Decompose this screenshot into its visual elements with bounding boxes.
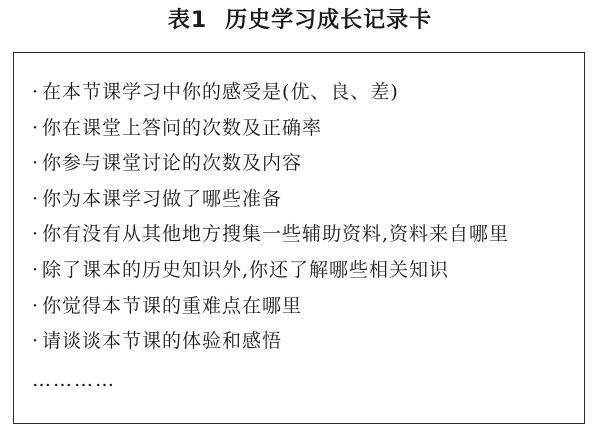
list-item: [32, 75, 509, 111]
list-item-text: 你觉得本节课的重难点在哪里: [42, 294, 303, 317]
list-item-text: 你参与课堂讨论的次数及内容: [42, 152, 303, 175]
list-item: [32, 217, 509, 253]
table-number: 表1: [167, 8, 208, 33]
bullet-icon: ·: [32, 223, 40, 246]
list-item-text: 你为本课学习做了哪些准备: [42, 187, 283, 210]
bullet-icon: ·: [32, 152, 40, 175]
list-item-text: 你在课堂上答问的次数及正确率: [42, 116, 323, 139]
list-item: [32, 289, 509, 325]
bullet-icon: ·: [32, 258, 40, 281]
list-item: [32, 324, 509, 360]
list-item-text: 在本节课学习中你的感受是(优、良、差): [42, 81, 399, 103]
record-card: [13, 52, 585, 424]
table-title: [0, 6, 600, 36]
bullet-icon: ·: [32, 81, 40, 103]
list-item: [32, 253, 509, 289]
question-list: [32, 75, 509, 360]
list-item: [32, 111, 509, 147]
list-item-text: 除了课本的历史知识外,你还了解哪些相关知识: [42, 258, 450, 281]
bullet-icon: ·: [32, 294, 40, 317]
bullet-icon: ·: [32, 116, 40, 139]
table-caption: 历史学习成长记录卡: [225, 8, 433, 33]
list-item-text: 你有没有从其他地方搜集一些辅助资料,资料来自哪里: [42, 223, 510, 246]
continuation-ellipsis: …………: [32, 369, 116, 391]
bullet-icon: ·: [32, 187, 40, 210]
list-item-text: 请谈谈本节课的体验和感悟: [42, 330, 283, 353]
bullet-icon: ·: [32, 330, 40, 353]
list-item: [32, 146, 509, 182]
list-item: [32, 182, 509, 218]
